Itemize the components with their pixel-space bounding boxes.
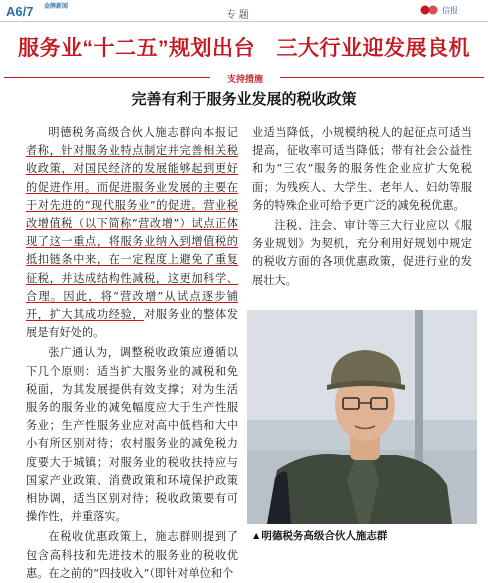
paragraph-2: 张广通认为，调整税收政策应遵循以下几个原则：适当扩大服务业的减税和免税面，为其发展提供有效支撑；对为生活服务的服务业的减免幅度应大于生产性服务业；生产性服务业应对高中低档和大中小有所区别对待；农村服务业的减免税力度要大于城镇；对服务业的税收扶持应与国家产业政策、消费政策和环境保护政策相协调，适当区别对待；税收政策要有可操作性，并重落实。	[26, 346, 238, 524]
section-tag: 专 题	[226, 10, 249, 21]
paragraph-1	[26, 124, 238, 342]
article-subhead: 完善有利于服务业发展的税收政策	[131, 90, 357, 108]
headline: 服务业“十二五”规划出台 三大行业迎发展良机	[18, 37, 470, 60]
article-column-right	[252, 124, 472, 290]
page-number: A6/7	[6, 4, 34, 19]
paragraph-4: 业适当降低，小规模纳税人的起征点可适当提高，征收率可适当降低；带有社会公益性和为“三农”服务的服务性企业应扩大免税面；为残疾人、大学生、老年人、妇幼等服务的特殊企业可给予更广泛的减免税优惠。	[252, 126, 472, 212]
page-sub-label: 金牌新闻	[44, 4, 69, 10]
photo-caption: ▲明德税务高级合伙人施志群	[251, 530, 388, 542]
kicker-divider-right	[280, 77, 484, 78]
kicker-label: 支持措施	[226, 74, 263, 84]
brand-logo-icon	[420, 4, 440, 16]
paragraph-1-tail: 对服务业的整体发展是有好处的。	[26, 308, 238, 340]
brand-text: 信报	[442, 6, 458, 15]
portrait-illustration	[247, 310, 477, 524]
paragraph-5: 注税、注会、审计等三大行业应以《服务业规划》为契机，充分利用好规划中规定的税收方面的各项优惠政策，促进行业的发展壮大。	[252, 219, 472, 287]
paragraph-3: 在税收优惠政策上，施志群则提到了包含高科技和先进技术的服务业的税收优惠。在之前的“四技收入”（即针对单位和个	[26, 530, 238, 580]
page-header	[0, 0, 488, 22]
paragraph-1-lead: 明德税务高级合伙人施志群向本报记	[48, 126, 238, 139]
kicker-divider-left	[4, 77, 210, 78]
portrait-photo	[247, 310, 477, 524]
underlined-passage: 者称，针对服务业特点制定并完善相关税收政策，对国民经济的发展能够起到更好的促进作用。而促进服务业发展的主要在于对先进的“现代服务业”的促进。营业税改增值税（以下简称“营改增”）试点正体现了这一重点，将服务业纳入到增值税的抵扣链条中来，在一定程度上避免了重复征税，并达成结构性减税，这更加科学、合理。因此，将“营改增”从试点逐步铺开，扩大其成功经验，	[26, 144, 238, 322]
article-column-left	[26, 124, 238, 583]
